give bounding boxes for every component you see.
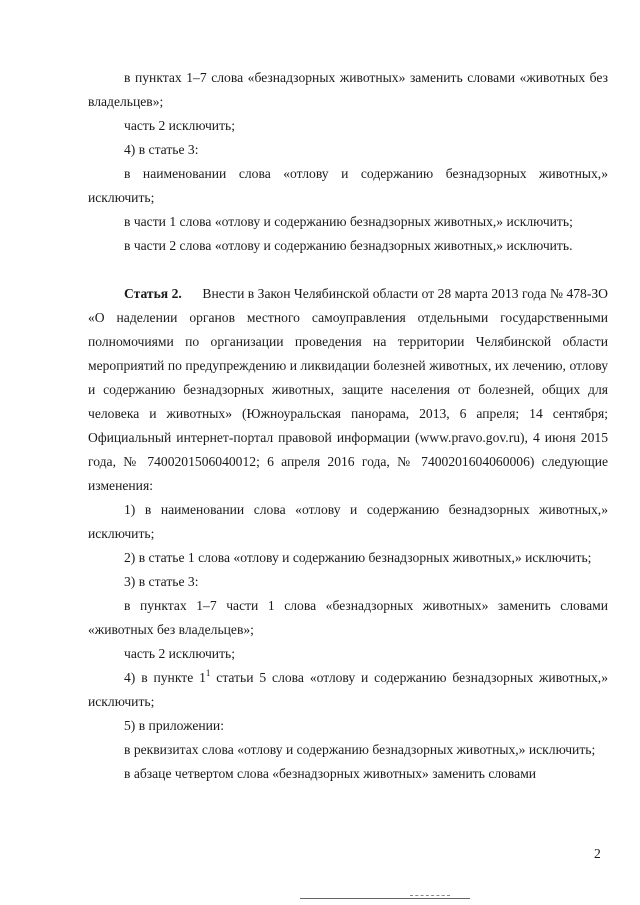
footer-divider xyxy=(300,898,470,899)
paragraph: в абзаце четвертом слова «безнадзорных животных» заменить словами xyxy=(124,766,537,781)
article-text: Внести в Закон Челябинской области от 28 марта 2013 года № 478-ЗО «О наделении органов местного самоуправления отдельными государственными полномочиями по организации проведения на территории Челябинской области мероприятий по предупреждению и ликвидации болезней животных, их лечению, отлову и содержанию безнадзорных животных, защите населения от болезней, общих для человека и животных» (Южноуральская панорама, 2013, 6 апреля; 14 сентября; Официальный интернет-портал правовой информации (www.pravo.gov.ru), 4 июня 2015 года, № 7400201506040012; 6 апреля 2016 года, № 7400201604060006) следующие изменения: xyxy=(88,286,608,493)
paragraph: в части 1 слова «отлову и содержанию безнадзорных животных,» исключить; xyxy=(124,214,573,229)
document-page xyxy=(88,66,608,786)
paragraph: 2) в статье 1 слова «отлову и содержанию безнадзорных животных,» исключить; xyxy=(124,550,592,565)
paragraph: 3) в статье 3: xyxy=(124,574,199,589)
paragraph: 1) в наименовании слова «отлову и содержанию безнадзорных животных,» исключить; xyxy=(88,502,608,541)
item4-before: 4) в пункте 1 xyxy=(124,670,206,685)
paragraph: в пунктах 1–7 части 1 слова «безнадзорных животных» заменить словами «животных без владельцев»; xyxy=(88,598,608,637)
item4-after: статьи 5 слова «отлову и содержанию безнадзорных животных,» исключить; xyxy=(88,670,608,709)
superscript: 1 xyxy=(205,668,211,678)
footer-marks xyxy=(410,895,450,896)
paragraph: часть 2 исключить; xyxy=(124,118,235,133)
page-number: 2 xyxy=(594,846,601,861)
paragraph: в части 2 слова «отлову и содержанию безнадзорных животных,» исключить. xyxy=(124,238,573,253)
paragraph: в пунктах 1–7 слова «безнадзорных животных» заменить словами «животных без владельцев»; xyxy=(88,70,608,109)
paragraph: в наименовании слова «отлову и содержанию безнадзорных животных,» исключить; xyxy=(88,166,608,205)
paragraph: 5) в приложении: xyxy=(124,718,224,733)
paragraph: часть 2 исключить; xyxy=(124,646,235,661)
article-2-paragraph xyxy=(88,282,608,498)
paragraph: в реквизитах слова «отлову и содержанию безнадзорных животных,» исключить; xyxy=(124,742,596,757)
spacer xyxy=(88,258,608,282)
article-label: Статья 2. xyxy=(124,286,182,301)
paragraph-item-4 xyxy=(88,666,608,714)
paragraph: 4) в статье 3: xyxy=(124,142,199,157)
